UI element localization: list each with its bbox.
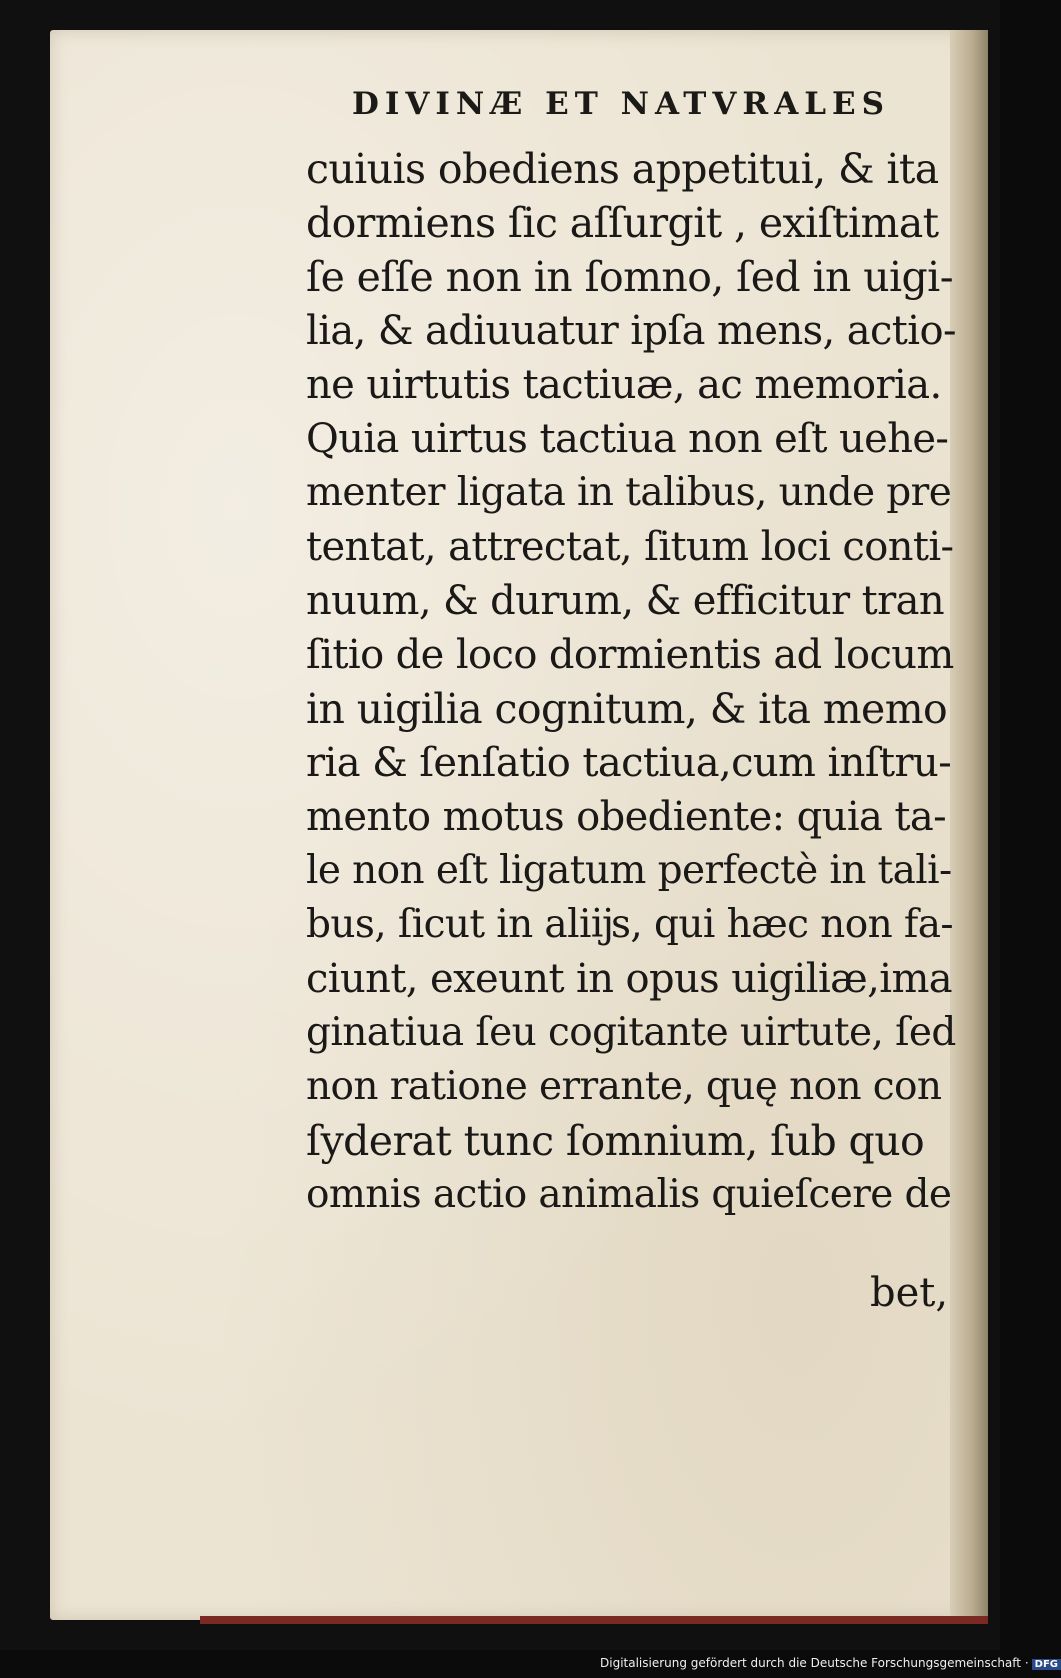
text-line: ria & ſenſatio tactiua,cum inſtru- (306, 740, 952, 786)
text-line: Quia uirtus tactiua non eſt uehe- (306, 416, 949, 462)
text-line: le non eſt ligatum perfectè in tali- (306, 848, 952, 893)
text-line: ſe eſſe non in ſomno, ſed in uigi- (306, 253, 953, 301)
text-line: nuum, & durum, & efficitur tran (306, 578, 945, 624)
text-line: omnis actio animalis quieſcere de (306, 1172, 952, 1217)
text-line: tentat, attrectat, ſitum loci conti- (306, 524, 954, 570)
credit-text: Digitalisierung gefördert durch die Deutsche Forschungsgemeinschaft · (600, 1656, 1029, 1670)
book-bottom-edge (200, 1616, 988, 1624)
text-line: ciunt, exeunt in opus uigiliæ,ima (306, 956, 953, 1002)
text-line: cuiuis obediens appetitui, & ita (306, 145, 939, 193)
text-line: lia, & adiuuatur ipſa mens, actio- (306, 308, 956, 354)
text-line: ginatiua ſeu cogitante uirtute, ſed (306, 1010, 956, 1055)
body-text (306, 142, 956, 1222)
text-line: mento motus obediente: quia ta- (306, 794, 947, 840)
text-line: in uigilia cognitum, & ita memo (306, 685, 948, 733)
text-line: ſitio de loco dormientis ad locum (306, 632, 954, 678)
dfg-logo: DFG (1032, 1659, 1061, 1670)
text-line: non ratione errante, quę non con (306, 1064, 942, 1109)
running-head: DIVINÆ ET NATVRALES (352, 86, 891, 122)
text-line: ſyderat tunc ſomnium, ſub quo (306, 1117, 925, 1165)
catchword: bet, (870, 1270, 949, 1316)
text-line: menter ligata in talibus, unde pre (306, 470, 952, 515)
text-line: ne uirtutis tactiuæ, ac memoria. (306, 362, 942, 408)
text-line: bus, ſicut in aliĳs, qui hæc non fa- (306, 902, 953, 947)
digitization-credit (600, 1656, 1058, 1670)
text-line: dormiens ſic aſſurgit , exiſtimat (306, 199, 939, 247)
